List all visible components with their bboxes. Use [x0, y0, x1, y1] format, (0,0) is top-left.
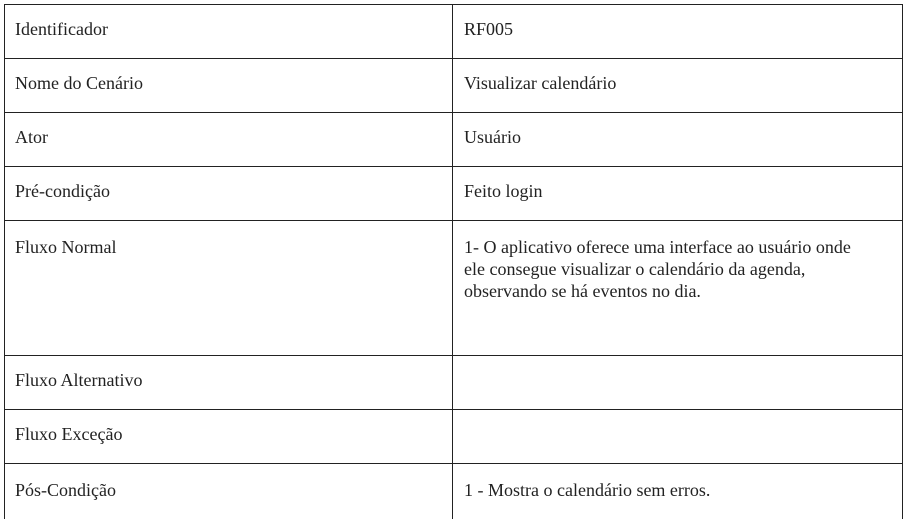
table-row	[5, 59, 903, 113]
row-label-pos-condicao: Pós-Condição	[5, 464, 453, 519]
table-row	[5, 167, 903, 221]
row-label-pre-condicao: Pré-condição	[5, 167, 453, 221]
table-row	[5, 464, 903, 519]
row-value-pre-condicao: Feito login	[453, 167, 903, 221]
row-value-identificador: RF005	[453, 5, 903, 59]
table-row	[5, 356, 903, 410]
row-label-fluxo-normal: Fluxo Normal	[5, 221, 453, 356]
table-row	[5, 221, 903, 356]
row-label-identificador: Identificador	[5, 5, 453, 59]
row-value-ator: Usuário	[453, 113, 903, 167]
row-value-fluxo-normal: 1- O aplicativo oferece uma interface ao usuário onde ele consegue visualizar o calendário da agenda, observando se há eventos no dia.	[453, 221, 903, 356]
table-row	[5, 410, 903, 464]
row-value-fluxo-alternativo	[453, 356, 903, 410]
table-row	[5, 5, 903, 59]
row-value-pos-condicao: 1 - Mostra o calendário sem erros.	[453, 464, 903, 519]
row-value-nome-do-cenario: Visualizar calendário	[453, 59, 903, 113]
row-label-ator: Ator	[5, 113, 453, 167]
use-case-table	[4, 4, 903, 519]
row-label-fluxo-excecao: Fluxo Exceção	[5, 410, 453, 464]
row-value-fluxo-excecao	[453, 410, 903, 464]
table-row	[5, 113, 903, 167]
row-label-fluxo-alternativo: Fluxo Alternativo	[5, 356, 453, 410]
row-label-nome-do-cenario: Nome do Cenário	[5, 59, 453, 113]
